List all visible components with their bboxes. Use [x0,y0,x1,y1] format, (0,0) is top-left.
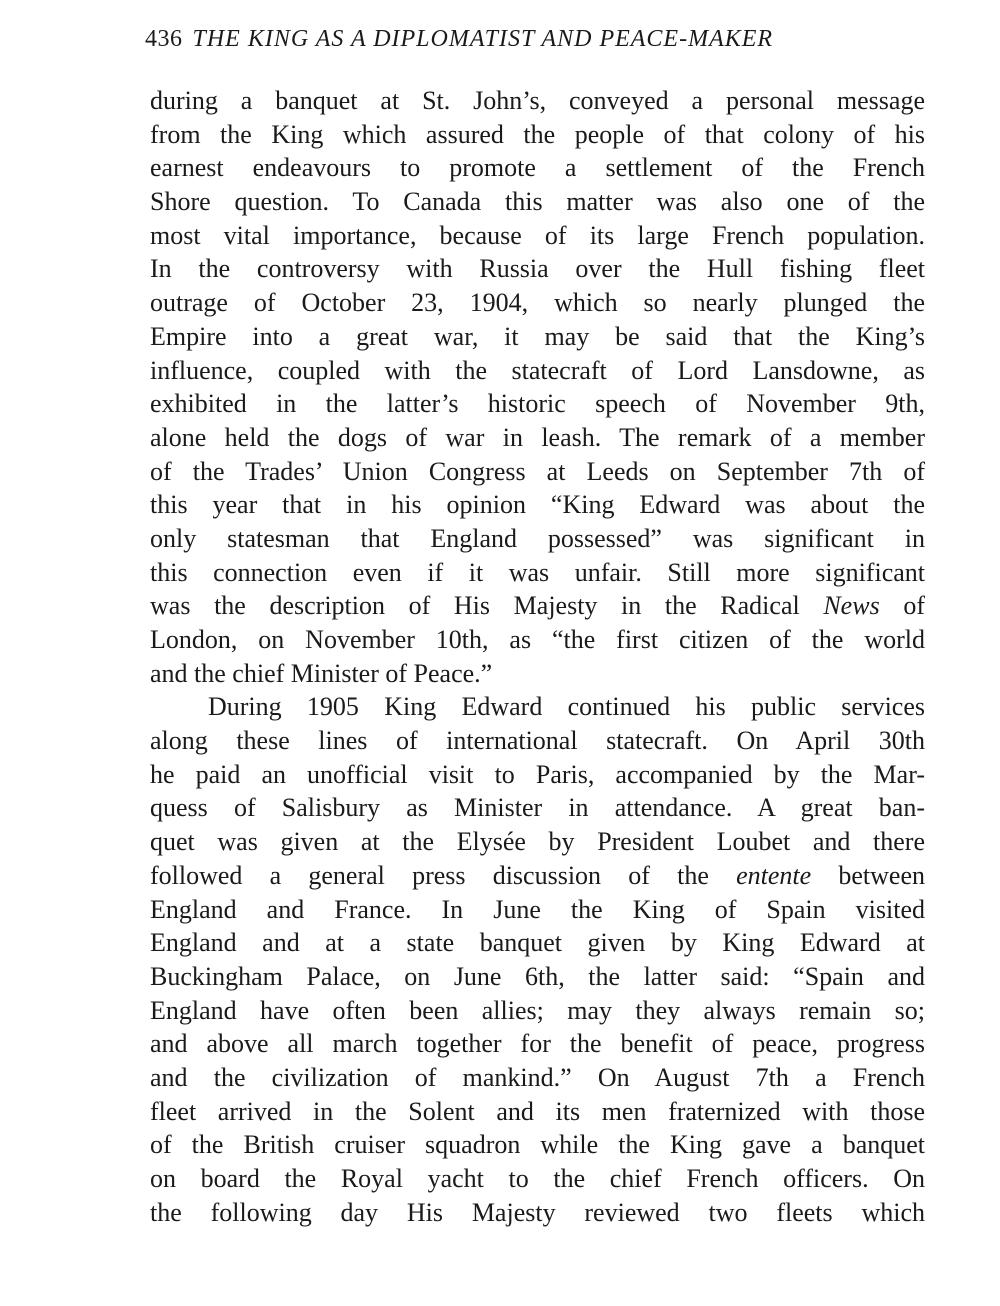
text-line: only statesman that England possessed” was significant in [150,523,925,553]
text-line: Empire into a great war, it may be said that the King’s [150,321,925,351]
italic-word: entente [736,860,812,890]
text-line: Shore question. To Canada this matter was also one of the [150,187,925,217]
text-line: this year that in his opinion “King Edward was about the [150,490,925,520]
text-line: England have often been allies; may they always remain so; [150,995,925,1025]
text-line: earnest endeavours to promote a settlement of the French [150,153,925,183]
text-line: In the controversy with Russia over the Hull fishing fleet [150,254,925,284]
page-number: 436 [145,26,183,52]
body-text [150,84,925,1229]
text-line: most vital importance, because of its large French population. [150,220,925,250]
text-line: from the King which assured the people of that colony of his [150,119,925,149]
text-line: quet was given at the Elysée by President Loubet and there [150,827,925,857]
text-line: England and at a state banquet given by King Edward at [150,928,925,958]
text-line: followed a general press discussion of the entente between [150,860,925,890]
text-line: the following day His Majesty reviewed two fleets which [150,1197,925,1227]
text-line: London, on November 10th, as “the first citizen of the world [150,625,925,654]
text-line: of the Trades’ Union Congress at Leeds on September 7th of [150,456,925,486]
text-line: of the British cruiser squadron while the King gave a banquet [150,1130,925,1160]
text-line: exhibited in the latter’s historic speech of November 9th, [150,389,925,419]
paragraph-end-line: and the chief Minister of Peace.” [150,658,493,688]
text-line: fleet arrived in the Solent and its men fraternized with those [150,1096,925,1126]
text-line: on board the Royal yacht to the chief French officers. On [150,1164,925,1193]
text-line: and above all march together for the benefit of peace, progress [150,1029,925,1059]
text-line: influence, coupled with the statecraft of Lord Lansdowne, as [150,355,925,385]
italic-word: News [823,591,880,621]
running-head-title: THE KING AS A DIPLOMATIST AND PEACE-MAKER [192,26,774,52]
text-line: he paid an unofficial visit to Paris, accompanied by the Mar- [150,759,925,789]
text-line: was the description of His Majesty in the Radical News of [150,591,925,621]
running-head [145,26,925,53]
text-line: quess of Salisbury as Minister in attendance. A great ban- [150,793,925,823]
text-line: during a banquet at St. John’s, conveyed a personal message [150,86,925,115]
text-line: and the civilization of mankind.” On August 7th a French [150,1062,925,1092]
text-line: England and France. In June the King of Spain visited [150,894,925,924]
text-line: outrage of October 23, 1904, which so nearly plunged the [150,288,925,318]
text-line: alone held the dogs of war in leash. The remark of a member [150,422,925,452]
text-line: this connection even if it was unfair. Still more significant [150,557,925,587]
paragraph-start-line: During 1905 King Edward continued his public services [208,692,925,722]
text-line: along these lines of international statecraft. On April 30th [150,726,925,756]
text-line: Buckingham Palace, on June 6th, the latter said: “Spain and [150,961,925,991]
